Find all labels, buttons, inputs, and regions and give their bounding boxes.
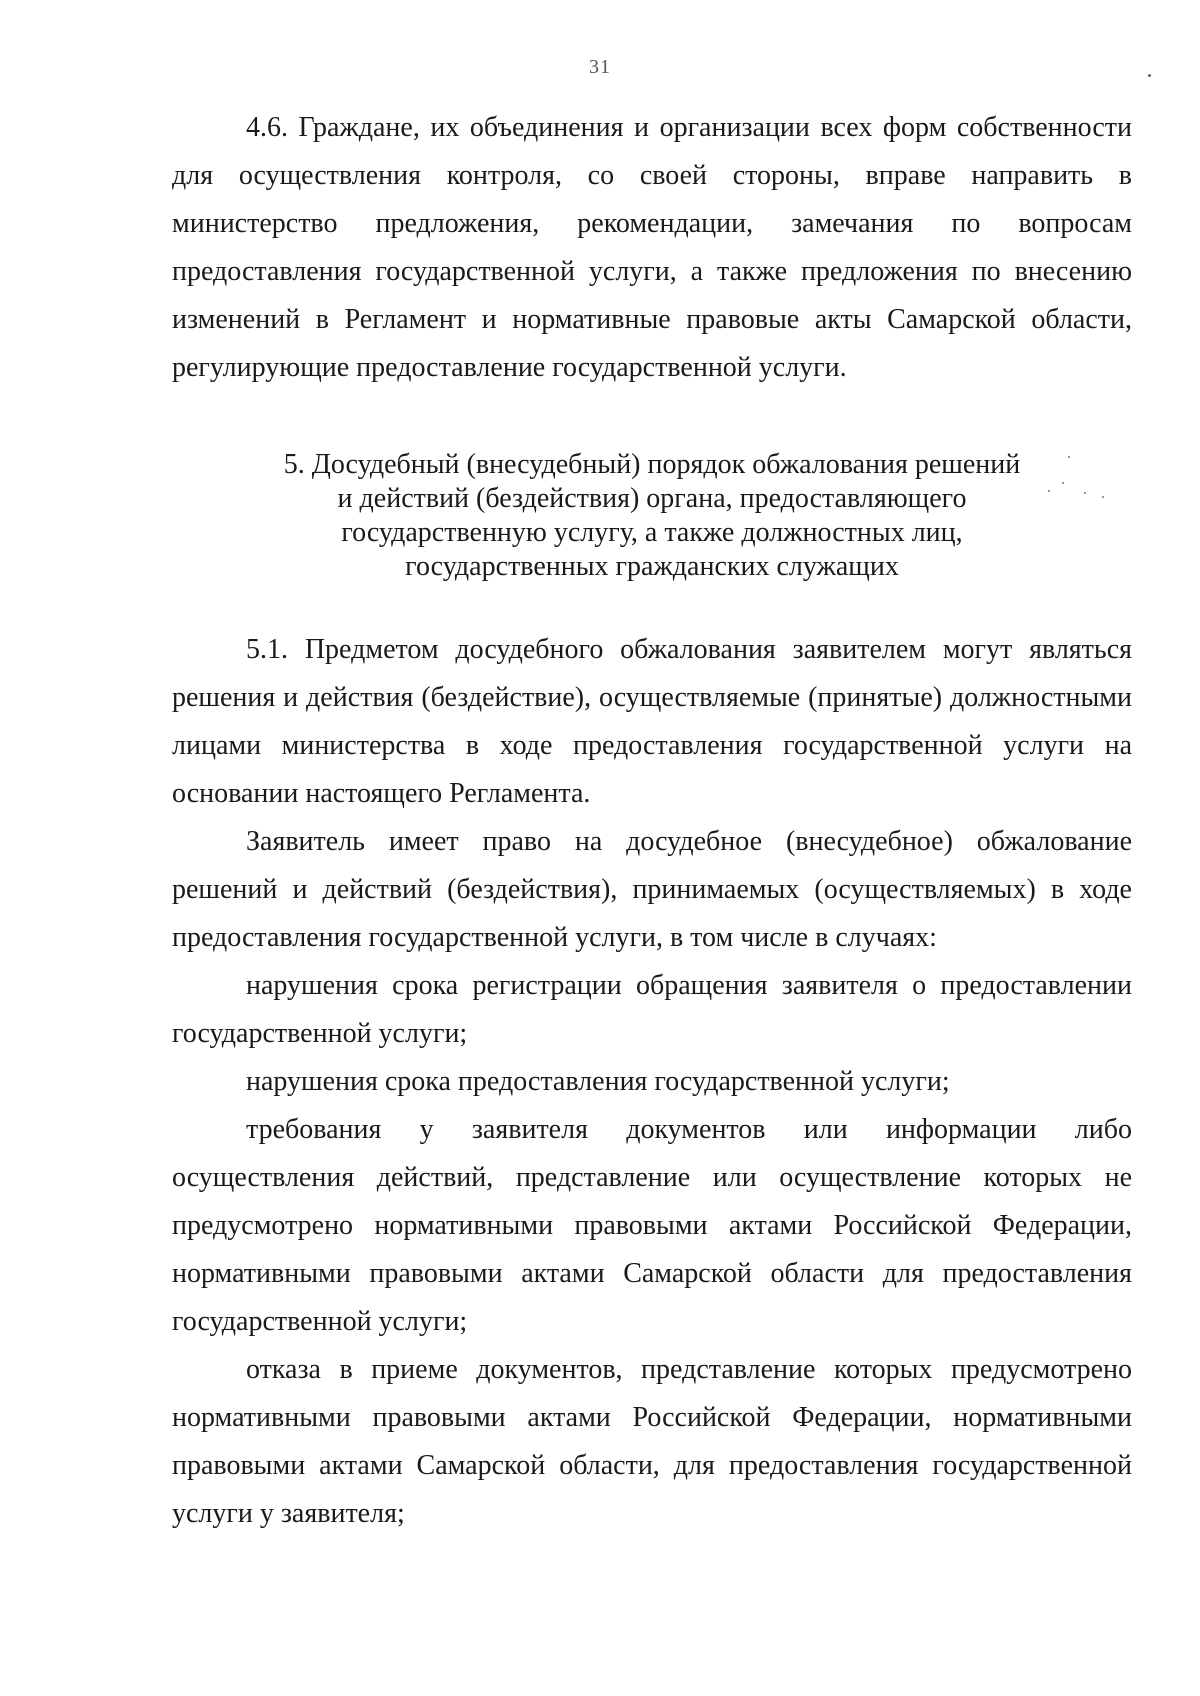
heading-line: государственную услугу, а также должностных лиц, (341, 517, 963, 548)
heading-line: 5. Досудебный (внесудебный) порядок обжалования решений (283, 449, 1021, 480)
heading-line: и действий (бездействия) органа, предоставляющего (337, 483, 967, 514)
list-item: отказа в приеме документов, представление которых предусмотрено нормативными правовыми актами Российской Федерации, нормативными правовыми актами Самарской области, для предоставления государственной услуги у заявителя; (172, 1354, 1132, 1529)
paragraph: Заявитель имеет право на досудебное (внесудебное) обжалование решений и действий (бездействия), принимаемых (осуществляемых) в ходе предоставления государственной услуги, в том числе в случаях: (172, 826, 1132, 953)
list-item: нарушения срока регистрации обращения заявителя о предоставлении государственной услуги; (172, 970, 1132, 1049)
list-item: нарушения срока предоставления государственной услуги; (246, 1066, 950, 1097)
section-5-heading (172, 448, 1132, 584)
paragraph-5-1: 5.1. Предметом досудебного обжалования заявителем могут являться решения и действия (бездействие), осуществляемые (принятые) должностными лицами министерства в ходе предоставления государственной услуги на основании настоящего Регламента. (172, 634, 1132, 809)
list-item: требования у заявителя документов или информации либо осуществления действий, представление или осуществление которых не предусмотрено нормативными правовыми актами Российской Федерации, нормативными правовыми актами Самарской области для предоставления государственной услуги; (172, 1114, 1132, 1337)
section-4-body (172, 104, 1132, 392)
scan-mark (1148, 74, 1151, 77)
paragraph-4-6: 4.6. Граждане, их объединения и организации всех форм собственности для осуществления контроля, со своей стороны, вправе направить в министерство предложения, рекомендации, замечания по вопросам предоставления государственной услуги, а также предложения по внесению изменений в Регламент и нормативные правовые акты Самарской области, регулирующие предоставление государственной услуги. (172, 112, 1132, 383)
heading-line: государственных гражданских служащих (405, 551, 899, 582)
section-5-body (172, 626, 1132, 1538)
page-number: 31 (589, 56, 611, 78)
